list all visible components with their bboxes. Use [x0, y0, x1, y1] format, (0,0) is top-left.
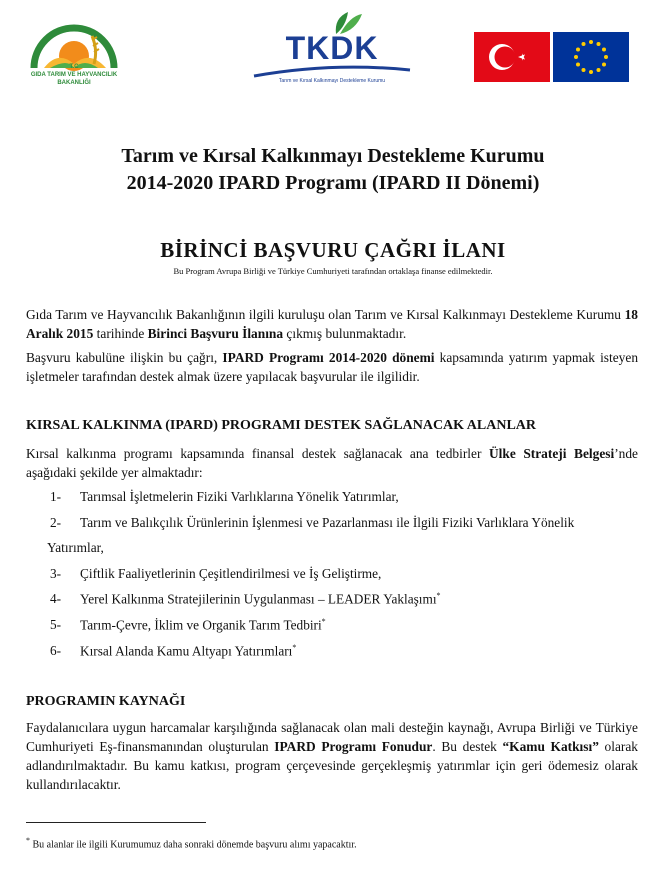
section-areas-intro: Kırsal kalkınma programı kapsamında finansal destek sağlanacak ana tedbirler Ülke Strateji Belgesi’nde aşağıdaki şekilde yer almaktadır:	[26, 446, 638, 480]
call-heading: BİRİNCİ BAŞVURU ÇAĞRI İLANI	[160, 238, 506, 262]
list-item: 2- Tarım ve Balıkçılık Ürünlerinin İşlenmesi ve Pazarlanması ile İlgili Fiziki Varlıklara Yönelik	[50, 515, 575, 530]
footnote-divider	[26, 822, 206, 823]
tkdk-title: TKDK	[285, 30, 379, 66]
list-item: 3- Çiftlik Faaliyetlerinin Çeşitlendirilmesi ve İş Geliştirme,	[50, 566, 382, 581]
list-item: 6- Kırsal Alanda Kamu Altyapı Yatırımları*	[50, 643, 297, 659]
ministry-logo-line1: T.C	[69, 64, 79, 70]
turkey-flag-icon	[474, 32, 550, 82]
list-item: 1- Tarımsal İşletmelerin Fiziki Varlıklarına Yönelik Yatırımlar,	[50, 489, 399, 504]
list-item-continuation: Yatırımlar,	[47, 540, 104, 555]
page-title-line1: Tarım ve Kırsal Kalkınmayı Destekleme Kurumu	[121, 145, 545, 167]
call-subtitle: Bu Program Avrupa Birliği ve Türkiye Cumhuriyeti tarafından ortaklaşa finanse edilmektedir.	[173, 266, 493, 276]
list-item: 5- Tarım-Çevre, İklim ve Organik Tarım Tedbiri*	[50, 617, 326, 633]
list-item: 4- Yerel Kalkınma Stratejilerinin Uygulanması – LEADER Yaklaşımı*	[50, 591, 441, 607]
intro-paragraph-2: Başvuru kabulüne ilişkin bu çağrı, IPARD Programı 2014-2020 dönemi kapsamında yatırım yapmak isteyen işletmeler tarafından destek almak üzere yapılacak başvurular ile ilgilidir.	[26, 350, 639, 384]
section-heading-areas: KIRSAL KALKINMA (IPARD) PROGRAMI DESTEK SAĞLANACAK ALANLAR	[26, 418, 537, 433]
section-source-paragraph: Faydalanıcılara uygun harcamalar karşılığında sağlanacak olan mali desteğin kaynağı, Avrupa Birliği ve Türkiye Cumhuriyeti Eş-finansmanından oluşturulan IPARD Programı Fonudur. Bu destek “Kamu Katkısı” olarak adlandırılmaktadır. Bu kamu katkısı, program çerçevesinde gerçekleşmiş yatırımlar için geri ödemesiz olarak kullandırılacaktır.	[26, 720, 639, 792]
tkdk-subtitle: Tarım ve Kırsal Kalkınmayı Destekleme Kurumu	[278, 78, 386, 84]
intro-paragraph-1: Gıda Tarım ve Hayvancılık Bakanlığının ilgili kuruluşu olan Tarım ve Kırsal Kalkınmayı Destekleme Kurumu 18 Aralık 2015 tarihinde Birinci Başvuru İlanına çıkmış bulunmaktadır.	[26, 307, 638, 341]
section-heading-source: PROGRAMIN KAYNAĞI	[26, 694, 186, 709]
footnote: * Bu alanlar ile ilgili Kurumumuz daha sonraki dönemde başvuru alımı yapacaktır.	[26, 836, 357, 851]
ministry-logo-line3: BAKANLIĞI	[57, 80, 91, 86]
ministry-logo-line2: GIDA TARIM VE HAYVANCILIK	[30, 72, 118, 78]
logo-bar	[0, 0, 666, 100]
page-title-line2: 2014-2020 IPARD Programı (IPARD II Dönemi)	[126, 172, 540, 194]
eu-flag-icon	[553, 32, 629, 82]
